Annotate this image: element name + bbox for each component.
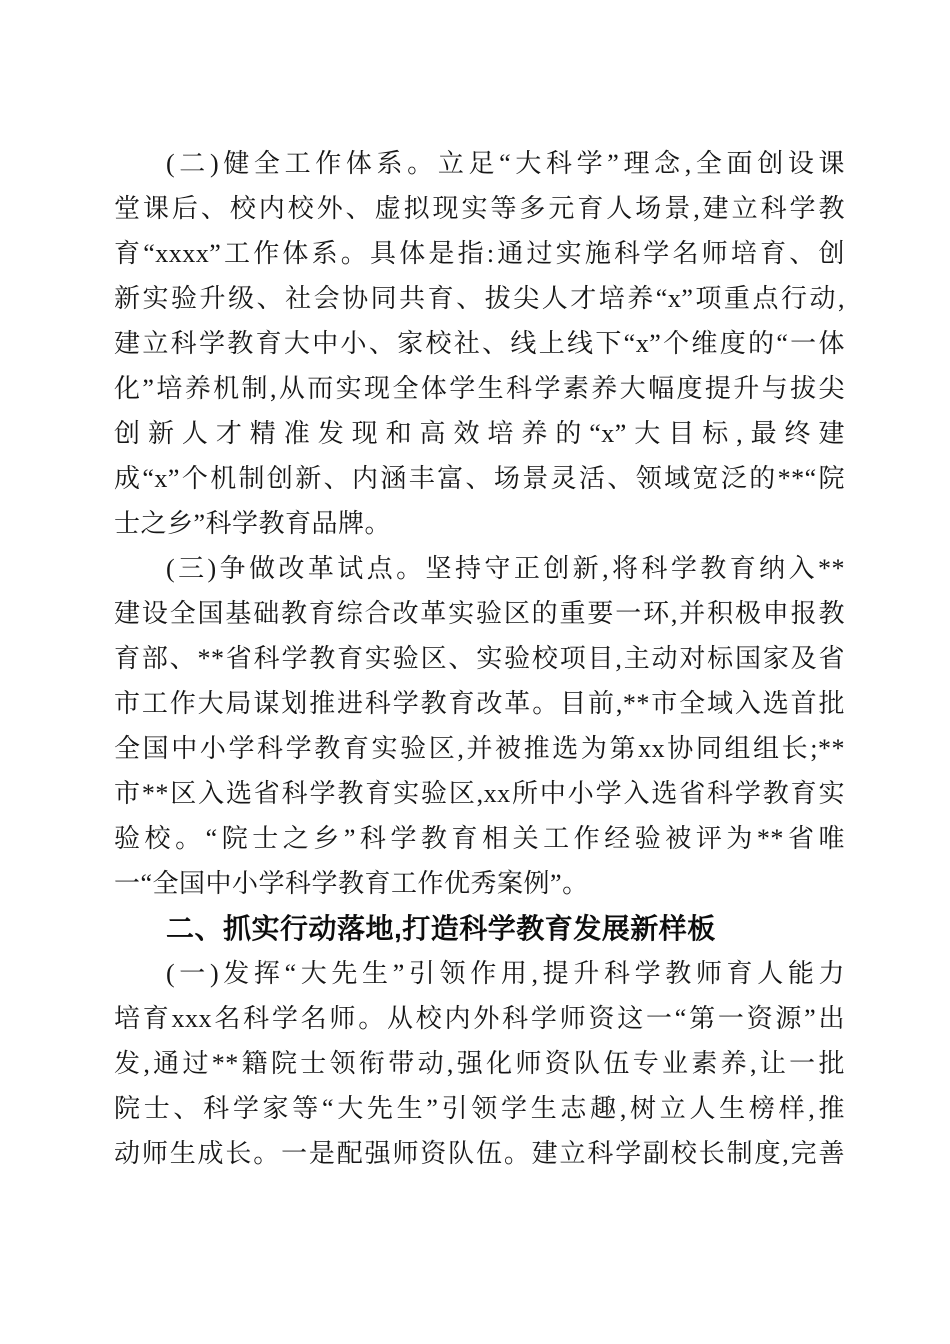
- text-line: 验校。“院士之乡”科学教育相关工作经验被评为**省唯: [114, 824, 845, 853]
- section-heading: 二、抓实行动落地,打造科学教育发展新样板: [166, 913, 716, 944]
- text-line: (二)健全工作体系。立足“大科学”理念,全面创设课: [166, 149, 845, 178]
- text-line: 发,通过**籍院士领衔带动,强化师资队伍专业素养,让一批: [114, 1049, 845, 1078]
- document-body: [114, 141, 845, 1176]
- text-line: 新实验升级、社会协同共育、拔尖人才培养“x”项重点行动,: [114, 284, 845, 313]
- text-line: 一“全国中小学科学教育工作优秀案例”。: [114, 869, 589, 898]
- text-line: 动师生成长。一是配强师资队伍。建立科学副校长制度,完善: [114, 1139, 845, 1168]
- text-line: 院士、科学家等“大先生”引领学生志趣,树立人生榜样,推: [114, 1094, 845, 1123]
- text-line: 育“xxxx”工作体系。具体是指:通过实施科学名师培育、创: [114, 239, 845, 268]
- text-line: 成“x”个机制创新、内涵丰富、场景灵活、领域宽泛的**“院: [114, 464, 845, 493]
- text-line: 堂课后、校内校外、虚拟现实等多元育人场景,建立科学教: [114, 194, 845, 223]
- text-line: (三)争做改革试点。坚持守正创新,将科学教育纳入**: [166, 554, 845, 583]
- text-line: 市**区入选省科学教育实验区,xx所中小学入选省科学教育实: [114, 779, 845, 808]
- text-line: 建设全国基础教育综合改革实验区的重要一环,并积极申报教: [114, 599, 845, 628]
- text-line: 建立科学教育大中小、家校社、线上线下“x”个维度的“一体: [114, 329, 845, 358]
- text-line: 化”培养机制,从而实现全体学生科学素养大幅度提升与拔尖: [114, 374, 845, 403]
- text-line: 培育xxx名科学名师。从校内外科学师资这一“第一资源”出: [114, 1004, 845, 1033]
- text-line: 育部、**省科学教育实验区、实验校项目,主动对标国家及省: [114, 644, 845, 673]
- text-line: 全国中小学科学教育实验区,并被推选为第xx协同组组长;**: [114, 734, 845, 763]
- text-line: 士之乡”科学教育品牌。: [114, 509, 392, 538]
- text-line: (一)发挥“大先生”引领作用,提升科学教师育人能力: [166, 959, 845, 988]
- text-line: 创新人才精准发现和高效培养的“x”大目标,最终建: [114, 419, 845, 448]
- text-line: 市工作大局谋划推进科学教育改革。目前,**市全域入选首批: [114, 689, 845, 718]
